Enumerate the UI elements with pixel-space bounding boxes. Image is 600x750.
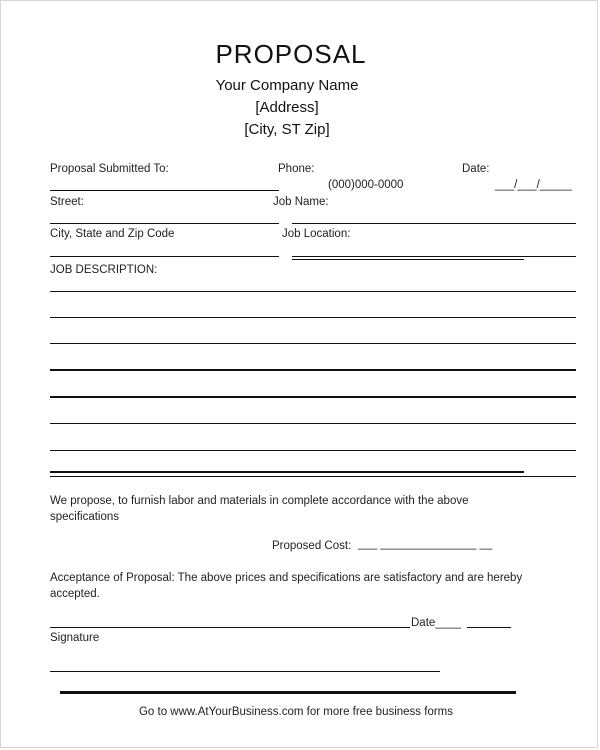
acceptance-date-label: Date____ [411,617,461,629]
job-description-line[interactable] [50,450,576,451]
job-description-line[interactable] [50,396,576,398]
job-description-line[interactable] [50,369,576,371]
signature-line[interactable] [50,627,410,628]
city-state-zip-label: City, State and Zip Code [50,228,175,240]
job-name-label: Job Name: [273,196,329,208]
job-location-field[interactable] [292,256,576,257]
date-field[interactable]: ___/___/_____ [495,179,572,191]
extra-signature-line[interactable] [50,671,440,672]
city-state-zip-field[interactable] [50,256,279,257]
job-description-line[interactable] [50,317,576,318]
proposed-cost-field[interactable]: ___ _______________ __ [358,538,493,550]
proposed-cost-label: Proposed Cost: [272,540,352,552]
phone-field[interactable]: (000)000-0000 [328,179,404,191]
acceptance-date-field[interactable] [467,627,511,628]
job-location-underline [292,259,524,260]
company-name: Your Company Name [215,77,359,94]
job-description-line[interactable] [50,291,576,292]
job-description-label: JOB DESCRIPTION: [50,264,158,276]
street-field[interactable] [50,223,279,224]
street-label: Street: [50,196,84,208]
job-description-line[interactable] [50,343,576,344]
page-title: PROPOSAL [215,39,367,69]
company-city-state-zip: [City, ST Zip] [244,121,330,138]
phone-label: Phone: [278,163,315,175]
job-description-line[interactable] [50,476,576,477]
job-name-field[interactable] [292,223,576,224]
proposal-statement: We propose, to furnish labor and materials in complete accordance with the above specifications [50,495,469,523]
footer-divider [60,691,516,694]
job-description-line[interactable] [50,423,576,424]
job-description-double-line [50,471,524,473]
company-address: [Address] [255,99,319,116]
footer-text: Go to www.AtYourBusiness.com for more free business forms [138,706,454,718]
submitted-to-label: Proposal Submitted To: [50,163,169,175]
acceptance-statement: Acceptance of Proposal: The above prices and specifications are satisfactory and are hereby accepted. [50,572,523,600]
signature-label: Signature [50,632,100,644]
submitted-to-field[interactable] [50,190,279,191]
job-location-label: Job Location: [282,228,351,240]
date-label: Date: [462,163,490,175]
